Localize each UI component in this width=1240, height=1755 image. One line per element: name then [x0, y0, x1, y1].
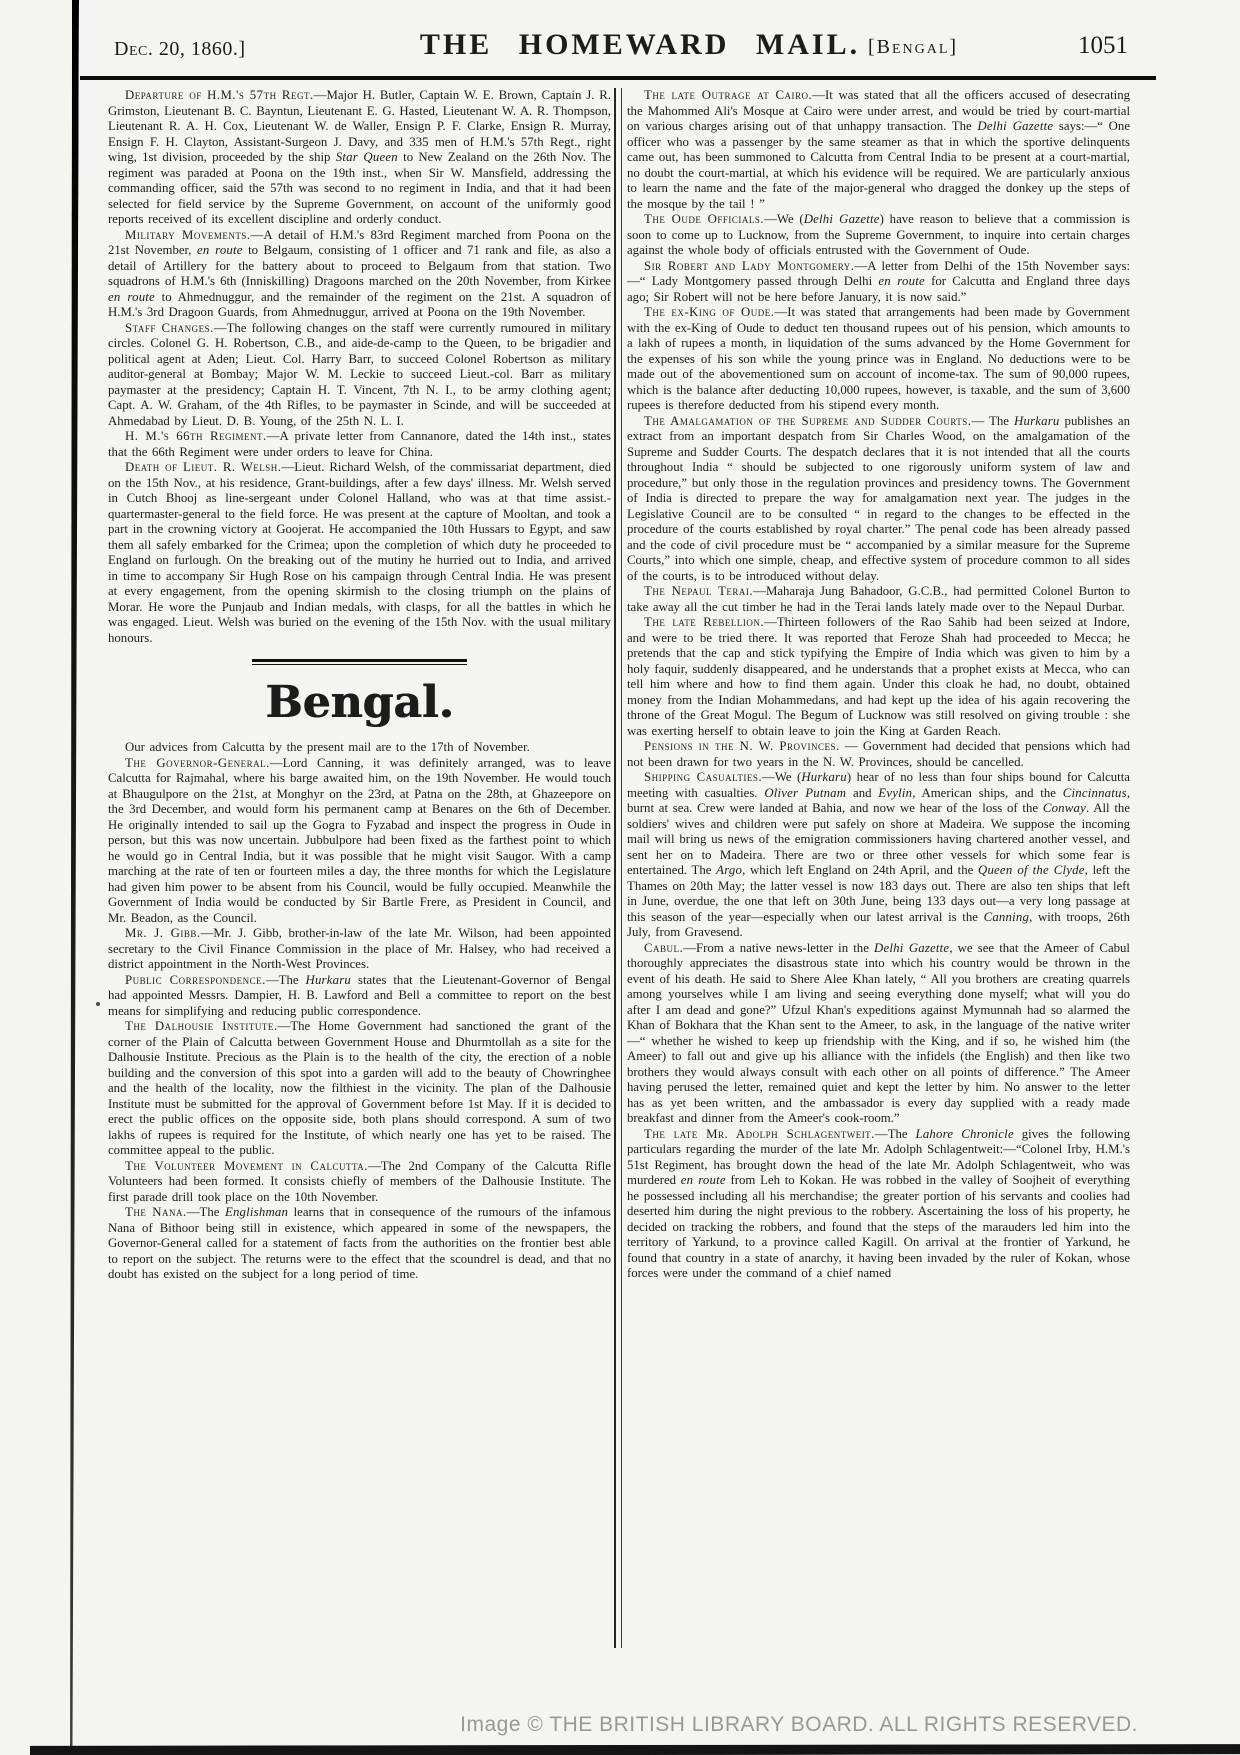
- italic-name: Canning: [983, 909, 1030, 924]
- italic-name: Argo: [716, 863, 743, 877]
- masthead: [0, 26, 1240, 76]
- article-paragraph: The Governor-General.—Lord Canning, it was definitely arranged, was to leave Calcutta for Rajmahal, where his barge awaited him, on the 19th November. He would touch at Bhaugulpore on the 21st, at Monghyr on the 23rd, at Patna on the 28th, at Ghazeepore on the 3rd December, and would form his permanent camp at Benares on the 6th of December. He originally intended to sail up the Gogra to Fyzabad and inspect the progress in Oude in person, but this was now uncertain. Jubbulpore had been fixed as the farthest point to which he would go in Central India, but it was possible that he might visit Saugor. With a camp marching at the rate of ten or fourteen miles a day, the three months for which the Legislature had given him power to be absent from his Council, would be fully occupied. Meanwhile the Government of India would be conducted by Sir Bartle Frere, as President in Council, and Mr. Beadon, as the Council.: [108, 755, 611, 925]
- article-lead-in: The Nana.: [125, 1205, 187, 1219]
- italic-name: Oliver Putnam: [764, 785, 847, 800]
- column-divider-rule: [614, 88, 622, 1648]
- article-lead-in: The Volunteer Movement in Calcutta.: [125, 1158, 368, 1173]
- print-artifact-dot: [96, 1002, 100, 1006]
- italic-name: Delhi Gazette: [803, 212, 880, 226]
- article-divider-rule: [252, 659, 467, 665]
- article-paragraph: Sir Robert and Lady Montgomery.—A letter from Delhi of the 15th November says:—“ Lady Montgomery passed through Delhi en route for Calcutta and England three days ago; Sir Robert will not be here before January, it is now said.”: [627, 258, 1130, 304]
- article-paragraph: The Dalhousie Institute.—The Home Government had sanctioned the grant of the corner of the Plain of Calcutta between Government House and Dhurmtollah as a site for the Dalhousie Institute. Precious as the Plain is to the health of the city, the erection of a noble building and the conversion of this spot into a garden will add to the beauty of Chowringhee and the health of the locality, now the filthiest in the vicinity. The plan of the Dalhousie Institute must be submitted for the approval of Government before 1st May. If it is decided to erect the public offices on the opposite side, both plans should correspond. A sum of two lakhs of rupees is required for the Institute, of which nearly one has yet to be raised. The committee appeal to the public.: [108, 1019, 611, 1157]
- italic-name: Star Queen: [335, 150, 398, 164]
- italic-name: Englishman: [224, 1205, 289, 1219]
- italic-name: Cincinnatus: [1062, 785, 1127, 800]
- article-lead-in: Departure of H.M.'s 57th Regt.: [125, 88, 314, 102]
- article-paragraph: Cabul.—From a native news-letter in the Delhi Gazette, we see that the Ameer of Cabul thoroughly appreciates the disastrous state into which his country would be thrown in the event of his death. He said to Shere Alee Khan lately, “ All you brothers are creating quarrels among yourselves while I am living and seeing everything done myself; what will you do after I am dead and gone?” Ufzul Khan's expeditions against Mymunnah had so alarmed the Khan of Bokhara that the Khan sent to the Ameer, to ask, in the language of the native writer—“ whether he wished to keep up friendship with the King, and if so, he wished him (the Ameer) to fall out and give up his alliance with the infidels (the English) and then like two brothers they would always consult with each other on all points of difference.” The Ameer having perused the letter, remained quiet and kept the letter by him. No answer to the letter has as yet been written, and the ambassador is every day supplied with a ready made breakfast and dinner from the Ameer's cook-room.”: [627, 940, 1130, 1125]
- italic-name: Lahore Chronicle: [915, 1126, 1014, 1141]
- article-lead-in: The Nepaul Terai.: [644, 584, 754, 598]
- italic-name: Delhi Gazette: [977, 119, 1054, 133]
- article-paragraph: Staff Changes.—The following changes on the staff were currently rumoured in military circles. Colonel G. H. Robertson, C.B., and aide-de-camp to the Queen, to be brigadier and political agent at Aden; Lieut. Col. Harry Barr, to succeed Colonel Robertson as military auditor-general at Bombay; Major W. M. Leckie to succeed Lieut.-col. Barr as military paymaster at the presidency; Captain H. T. Vincent, 7th N. I., to be army clothing agent; Capt. A. W. Graham, of the 4th Rifles, to be paymaster in Scinde, and will be succeeded at Ahmedabad by Lieut. D. B. Young, of the 25th N. L. I.: [108, 320, 611, 428]
- article-paragraph: The late Outrage at Cairo.—It was stated that all the officers accused of desecrating the Mahommed Ali's Mosque at Cairo were under arrest, and would be tried by court-martial on various charges arising out of that unhappy transaction. The Delhi Gazette says:—“ One officer who was a passenger by the same steamer as that in which the sportive delinquents came out, has been summoned to Calcutta from Central India to be present at a court-martial, no doubt the court-martial, at which his evidence will be required. We are particularly anxious to learn the name and the fate of the major-general who dragged the donkey up the steps of the mosque by the tail ! ”: [627, 88, 1130, 211]
- article-paragraph: The ex-King of Oude.—It was stated that arrangements had been made by Government with the ex-King of Oude to deduct ten thousand rupees out of his pension, which amounts to a lakh of rupees a month, in liquidation of the sums advanced by the Home Government for the expenses of his son while the young prince was in England. No deductions were to be made out of the abovementioned sum on account of income-tax. The sum of 90,000 rupees, which is the balance after deducting 10,000 rupees, however, is taxable, and the sum of 3,600 rupees is therefore deducted from his stipend every month.: [627, 305, 1130, 412]
- page-edge-bar: [30, 1744, 1240, 1755]
- italic-name: Evylin: [878, 785, 913, 800]
- italic-name: Delhi Gazette: [874, 940, 950, 955]
- masthead-rule: [80, 76, 1156, 80]
- article-lead-in: Pensions in the N. W. Provinces.: [644, 739, 840, 753]
- article-lead-in: Death of Lieut. R. Welsh.: [125, 460, 282, 474]
- article-lead-in: Mr. J. Gibb.: [125, 926, 201, 940]
- article-lead-in: H. M.'s 66th Regiment.: [125, 429, 267, 443]
- article-lead-in: Shipping Casualties.: [644, 770, 763, 784]
- issue-date: Dec. 20, 1860.]: [114, 38, 246, 60]
- article-lead-in: The Governor-General.: [125, 755, 270, 770]
- article-paragraph: Shipping Casualties.—We (Hurkaru) hear of no less than four ships bound for Calcutta meeting with casualties. Oliver Putnam and Evylin, American ships, and the Cincinnatus, burnt at sea. Crew were landed at Bahia, and now we hear of the loss of the Conway. All the soldiers' wives and children were put safely on shore at Madeira. We suppose the incoming mail will bring us news of the emigration commissioners having chartered another vessel, and sent her on to Madeira. There are two or three other vessels for which some fear is entertained. The Argo, which left England on 24th April, and the Queen of the Clyde, left the Thames on 20th May; the latter vessel is now 183 days out. There are also ten ships that left in June, overdue, the one that left on 30th June, being 133 days out—a very long passage at this season of the year—especially when our latest arrival is the Canning, with troops, 26th July, from Gravesend.: [627, 770, 1130, 939]
- article-lead-in: Cabul.: [644, 940, 684, 955]
- article-lead-in: The late Rebellion.: [644, 615, 765, 629]
- article-paragraph: Departure of H.M.'s 57th Regt.—Major H. Butler, Captain W. E. Brown, Captain J. R. Grimston, Lieutenant B. C. Bayntun, Lieutenant E. G. Hasted, Lieutenant W. A. R. Thompson, Lieutenant R. A. H. Cox, Lieutenant W. de Waller, Ensign P. F. Clarke, Ensign R. Murray, Ensign F. H. Clayton, Assistant-Surgeon J. Davy, and 335 men of H.M.'s 57th Regt., right wing, 1st division, proceeded by the ship Star Queen to New Zealand on the 26th Nov. The regiment was paraded at Poona on the 19th inst., when Sir W. Mansfield, addressing the commanding officer, said the 57th was second to no regiment in India, and that it had been selected for field service by the Supreme Government, on account of the uniformly good reports received of its excellent discipline and orderly conduct.: [108, 88, 611, 226]
- italic-name: Hurkaru: [1014, 413, 1060, 428]
- article-lead-in: The Dalhousie Institute.: [125, 1019, 278, 1033]
- italic-name: Conway: [1042, 801, 1086, 815]
- article-paragraph: The Oude Officials.—We (Delhi Gazette) have reason to believe that a commission is soon to come up to Lucknow, from the Supreme Government, to inquire into certain charges against the whole body of officials entrusted with the Government of Oude.: [627, 212, 1130, 257]
- section-label: [Bengal]: [868, 36, 959, 58]
- article-lead-in: Staff Changes.: [125, 320, 214, 335]
- article-paragraph: Death of Lieut. R. Welsh.—Lieut. Richard Welsh, of the commissariat department, died on the 15th Nov., at his residence, Grant-buildings, after a few days' illness. Mr. Welsh served in Cutch Bhooj as line-sergeant under Colonel Halland, who was at that time assist.-quartermaster-general to the field force. He was present at the capture of Mooltan, and took a part in the crowning victory at Goojerat. He accompanied the 10th Hussars to Egypt, and saw them all safely embarked for the Crimea; upon the completion of which duty he proceeded to England on furlough. On the breaking out of the mutiny he hurried out to India, and arrived in time to accompany Sir Hugh Rose on his campaign through Central India. He was present at every engagement, from the opening skirmish to the closing triumph on the plains of Morar. He wore the Punjaub and Indian medals, with clasps, for all the battles in which he was engaged. Lieut. Welsh was buried on the evening of the 15th Nov. with the usual military honours.: [108, 460, 611, 645]
- article-paragraph: The Volunteer Movement in Calcutta.—The 2nd Company of the Calcutta Rifle Volunteers had been formed. It consists chiefly of members of the Dalhousie Institute. The first parade drill took place on the 10th November.: [108, 1158, 611, 1204]
- copyright-watermark: Image © THE BRITISH LIBRARY BOARD. ALL RIGHTS RESERVED.: [460, 1713, 1138, 1736]
- article-paragraph: Military Movements.—A detail of H.M.'s 83rd Regiment marched from Poona on the 21st November, en route to Belgaum, consisting of 1 officer and 71 rank and file, as also a detail of Artillery for the battery about to proceed to Belgaum from that station. Two squadrons of H.M.'s 6th (Inniskilling) Dragoons marched on the 20th November, from Kirkee en route to Ahmednuggur, and the remainder of the regiment on the 21st. A squadron of H.M.'s 3rd Dragoon Guards, from Ahmednuggur, arrived at Poona on the 19th November.: [108, 227, 611, 319]
- article-lead-in: The Oude Officials.: [644, 212, 765, 226]
- newspaper-title: THE HOMEWARD MAIL.: [419, 28, 861, 61]
- article-paragraph: H. M.'s 66th Regiment.—A private letter from Cannanore, dated the 14th inst., states that the 66th Regiment were under orders to leave for China.: [108, 429, 611, 459]
- article-paragraph: The late Rebellion.—Thirteen followers of the Rao Sahib had been seized at Indore, and were to be tried there. It was reported that Feroze Shah had proceeded to Mecca; he pretends that the cap and stick typifying the Empire of India which was given to him by a holy faquir, suddenly disappeared, and he understands that a prophet exists at Mecca, who can tell him where and how to find them again. Under this cloak he had, no doubt, obtained money from the Indian Mohammedans, and had kept up the idea of his again recovering the throne of the Great Mogul. The Begum of Lucknow was still resolved on giving trouble : she was exerting herself to obtain leave to join the King at Garden Reach.: [627, 615, 1130, 738]
- italic-name: en route: [680, 1173, 726, 1187]
- italic-name: en route: [878, 274, 925, 288]
- article-paragraph: Public Correspondence.—The Hurkaru states that the Lieutenant-Governor of Bengal had appointed Messrs. Dampier, H. B. Lawford and Bell a committee to report on the best means for simplifying and reducing public correspondence.: [108, 972, 611, 1018]
- right-column: [627, 88, 1130, 1648]
- italic-name: en route: [196, 243, 243, 257]
- binding-edge-line: [67, 0, 79, 1755]
- article-lead-in: Sir Robert and Lady Montgomery.: [644, 258, 855, 273]
- left-column: [108, 88, 611, 1648]
- italic-name: Queen of the Clyde: [978, 863, 1085, 877]
- article-paragraph: The late Mr. Adolph Schlagentweit.—The Lahore Chronicle gives the following particulars regarding the murder of the late Mr. Adolph Schlagentweit:—“Colonel Irby, H.M.'s 51st Regiment, has brought down the head of the late Mr. Adolph Schlagentweit, who was murdered en route from Leh to Kokan. He was robbed in the valley of Soojheit of everything he possessed including all his merchandise; the greater portion of his servants and coolies had deserted him during the night previous to the robbery. Ascertaining the loss of his property, he decided on tracking the robbers, and found that the steps of the marauders led him into the territory of Yarkund, to a province called Kagill. On arrival at the frontier of Yarkund, he found that country in a state of anarchy, it having been invaded by the ruler of Kokan, whose forces were under the command of a chief named: [627, 1126, 1130, 1280]
- italic-name: Hurkaru: [305, 972, 351, 987]
- italic-name: en route: [108, 289, 155, 304]
- article-lead-in: The Amalgamation of the Supreme and Sudder Courts.: [644, 413, 972, 428]
- article-paragraph: Our advices from Calcutta by the present mail are to the 17th of November.: [125, 740, 530, 754]
- article-paragraph: The Nepaul Terai.—Maharaja Jung Bahadoor, G.C.B., had permitted Colonel Burton to take away all the cut timber he had in the Terai lands lately made over to the Nepaul Durbar.: [627, 584, 1130, 614]
- article-lead-in: Public Correspondence.: [125, 972, 266, 987]
- section-heading-bengal: Bengal.: [265, 677, 454, 728]
- article-paragraph: Mr. J. Gibb.—Mr. J. Gibb, brother-in-law of the late Mr. Wilson, had been appointed secretary to the Civil Finance Commission in the place of Mr. Halsey, who had received a district appointment in the North-West Provinces.: [108, 926, 611, 971]
- article-columns: [108, 88, 1132, 1648]
- article-lead-in: The late Mr. Adolph Schlagentweit.: [644, 1126, 875, 1141]
- article-lead-in: The late Outrage at Cairo.: [644, 88, 813, 102]
- article-lead-in: Military Movements.: [125, 227, 251, 242]
- article-lead-in: The ex-King of Oude.: [644, 305, 775, 319]
- page-number: 1051: [1078, 32, 1128, 59]
- article-paragraph: Pensions in the N. W. Provinces. — Government had decided that pensions which had not been drawn for two years in the N. W. Provinces, should be cancelled.: [627, 739, 1130, 769]
- article-paragraph: The Nana.—The Englishman learns that in consequence of the rumours of the infamous Nana of Bithoor being still in existence, which appeared in some of the newspapers, the Governor-General called for a statement of facts from the authorities on the frontier best able to report on the subject. The returns were to the effect that the scoundrel is dead, and that no doubt has existed on the subject for a long period of time.: [108, 1205, 611, 1281]
- article-paragraph: The Amalgamation of the Supreme and Sudder Courts.— The Hurkaru publishes an extract from an important despatch from Sir Charles Wood, on the amalgamation of the Supreme and Sudder Courts. The despatch declares that it is not intended that all the courts throughout India “ should be subjected to one rigorously uniform system of law and procedure,” but only those in the regulation provinces and presidency towns. The Government of India is directed to prepare the way for amalgamation next year. The judges in the Legislative Council are to be consulted “ in regard to the changes to be effected in the procedure of the courts established by royal charter.” The penal code has been already passed and the code of civil procedure must be “ accompanied by a similar measure for the Supreme Courts,” into which one simple, cheap, and effective system of procedure common to all sides of the courts, is to be introduced without delay.: [627, 413, 1130, 583]
- italic-name: Hurkaru: [801, 770, 847, 784]
